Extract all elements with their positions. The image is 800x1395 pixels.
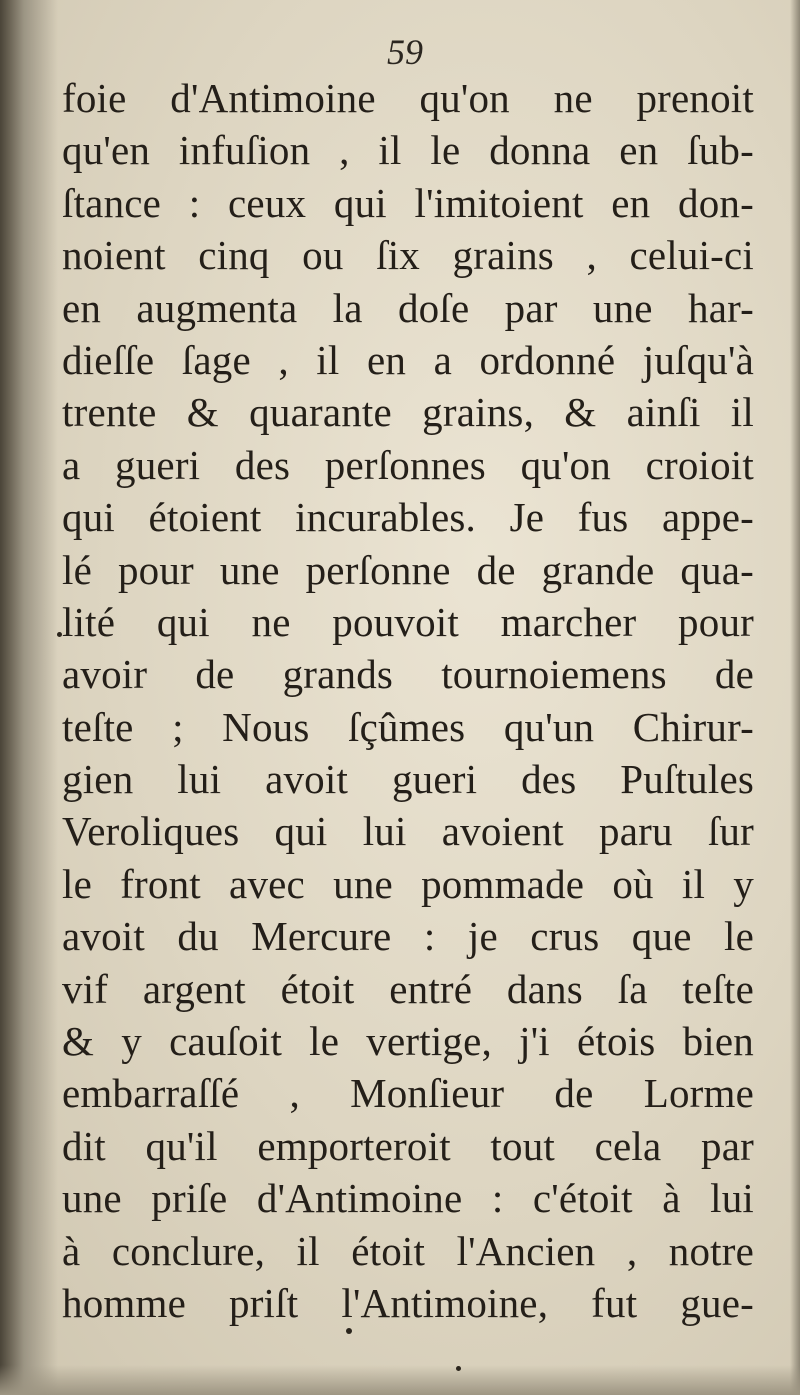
text-line: en augmenta la doſe par une har-: [62, 284, 754, 331]
text-line: noient cinq ou ſix grains , celui-ci: [62, 232, 754, 279]
text-line: Veroliques qui lui avoient paru ſur: [62, 808, 754, 855]
text-line: le front avec une pommade où il y: [62, 860, 754, 907]
ink-speck: [57, 632, 62, 637]
text-line: dieſſe ſage , il en a ordonné juſqu'à: [62, 336, 754, 383]
text-line: qu'en infuſion , il le donna en ſub-: [62, 127, 754, 174]
text-line: qui étoient incurables. Je fus appe-: [62, 494, 754, 541]
text-line: vif argent étoit entré dans ſa teſte: [62, 965, 754, 1012]
text-line: avoit du Mercure : je crus que le: [62, 913, 754, 960]
page-edge-bottom: [0, 1365, 800, 1395]
text-line: homme priſt l'Antimoine, fut gue-: [62, 1279, 754, 1326]
ink-speck: [346, 1328, 352, 1334]
text-line: foie d'Antimoine qu'on ne prenoit: [62, 75, 754, 121]
text-line: a gueri des perſonnes qu'on croioit: [62, 441, 754, 488]
text-line: & y cauſoit le vertige, j'i étois bien: [62, 1018, 754, 1065]
page-edge-right: [790, 0, 800, 1395]
text-line: lité qui ne pouvoit marcher pour: [62, 598, 754, 645]
page-number: 59: [387, 32, 423, 72]
text-line: lé pour une perſonne de grande qua-: [62, 546, 754, 593]
text-line: gien lui avoit gueri des Puſtules: [62, 756, 754, 803]
ink-speck: [456, 1366, 461, 1371]
body-text: [62, 72, 754, 1329]
text-line: avoir de grands tournoiemens de: [62, 651, 754, 698]
text-line: à conclure, il étoit l'Ancien , notre: [62, 1227, 754, 1274]
text-line: embarraſſé , Monſieur de Lorme: [62, 1070, 754, 1117]
text-line: une priſe d'Antimoine : c'étoit à lui: [62, 1175, 754, 1222]
binding-shadow: [0, 0, 58, 1395]
text-line: ſtance : ceux qui l'imitoient en don-: [62, 179, 754, 226]
text-line: teſte ; Nous ſçûmes qu'un Chirur-: [62, 703, 754, 750]
text-line: dit qu'il emporteroit tout cela par: [62, 1122, 754, 1169]
text-line: trente & quarante grains, & ainſi il: [62, 389, 754, 436]
